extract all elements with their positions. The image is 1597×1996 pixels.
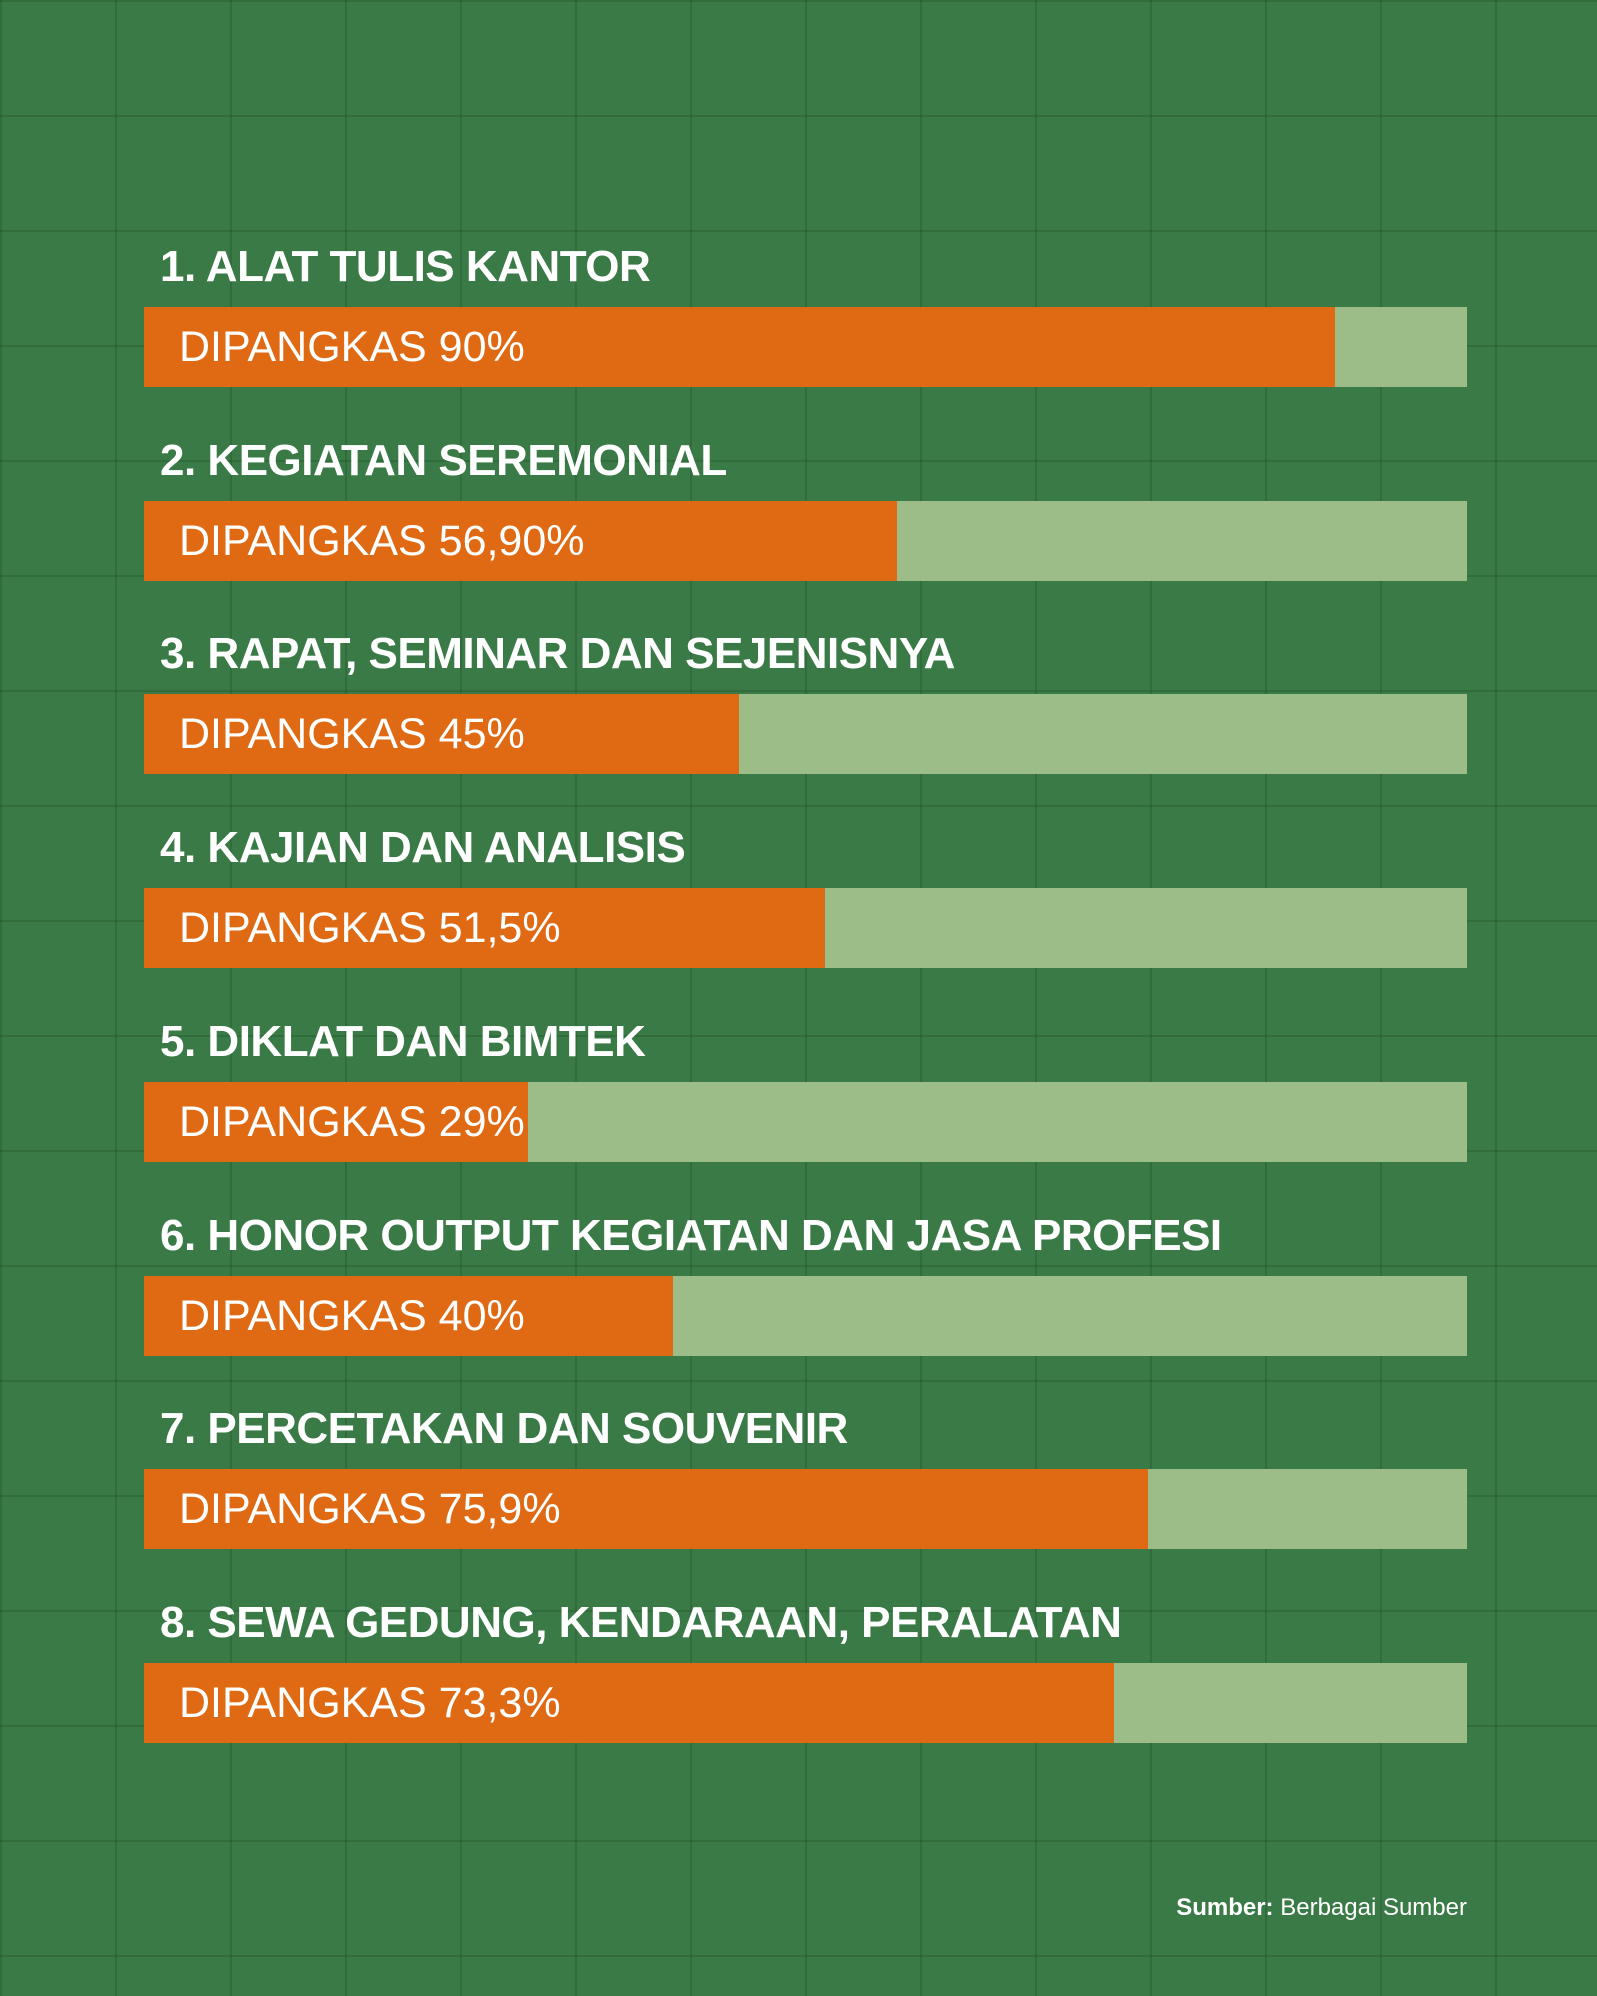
category-label-2: 2. KEGIATAN SEREMONIAL: [160, 435, 727, 485]
bar-value-label-4: DIPANGKAS 51,5%: [179, 904, 561, 953]
bar-value-label-2: DIPANGKAS 56,90%: [179, 516, 585, 565]
category-label-6: 6. HONOR OUTPUT KEGIATAN DAN JASA PROFESI: [160, 1210, 1222, 1260]
category-label-8: 8. SEWA GEDUNG, KENDARAAN, PERALATAN: [160, 1597, 1122, 1647]
source-value: Berbagai Sumber: [1273, 1894, 1467, 1921]
bar-value-label-3: DIPANGKAS 45%: [179, 710, 525, 759]
bar-track-4: [144, 888, 1467, 968]
category-label-7: 7. PERCETAKAN DAN SOUVENIR: [160, 1404, 848, 1454]
category-label-3: 3. RAPAT, SEMINAR DAN SEJENISNYA: [160, 629, 955, 679]
bar-track-6: [144, 1276, 1467, 1356]
category-label-5: 5. DIKLAT DAN BIMTEK: [160, 1016, 646, 1066]
bar-value-label-8: DIPANGKAS 73,3%: [179, 1678, 561, 1727]
bar-track-1: [144, 307, 1467, 387]
bar-track-5: [144, 1082, 1467, 1162]
bar-track-2: [144, 501, 1467, 581]
bar-track-7: [144, 1469, 1467, 1549]
bar-track-8: [144, 1663, 1467, 1743]
bar-value-label-5: DIPANGKAS 29%: [179, 1097, 525, 1146]
bar-track-3: [144, 694, 1467, 774]
source-note: [1176, 1894, 1467, 1922]
bar-value-label-7: DIPANGKAS 75,9%: [179, 1485, 561, 1534]
category-label-4: 4. KAJIAN DAN ANALISIS: [160, 823, 686, 873]
source-key: Sumber:: [1176, 1894, 1274, 1921]
category-label-1: 1. ALAT TULIS KANTOR: [160, 242, 651, 291]
bar-value-label-1: DIPANGKAS 90%: [179, 323, 525, 371]
bar-value-label-6: DIPANGKAS 40%: [179, 1291, 525, 1340]
